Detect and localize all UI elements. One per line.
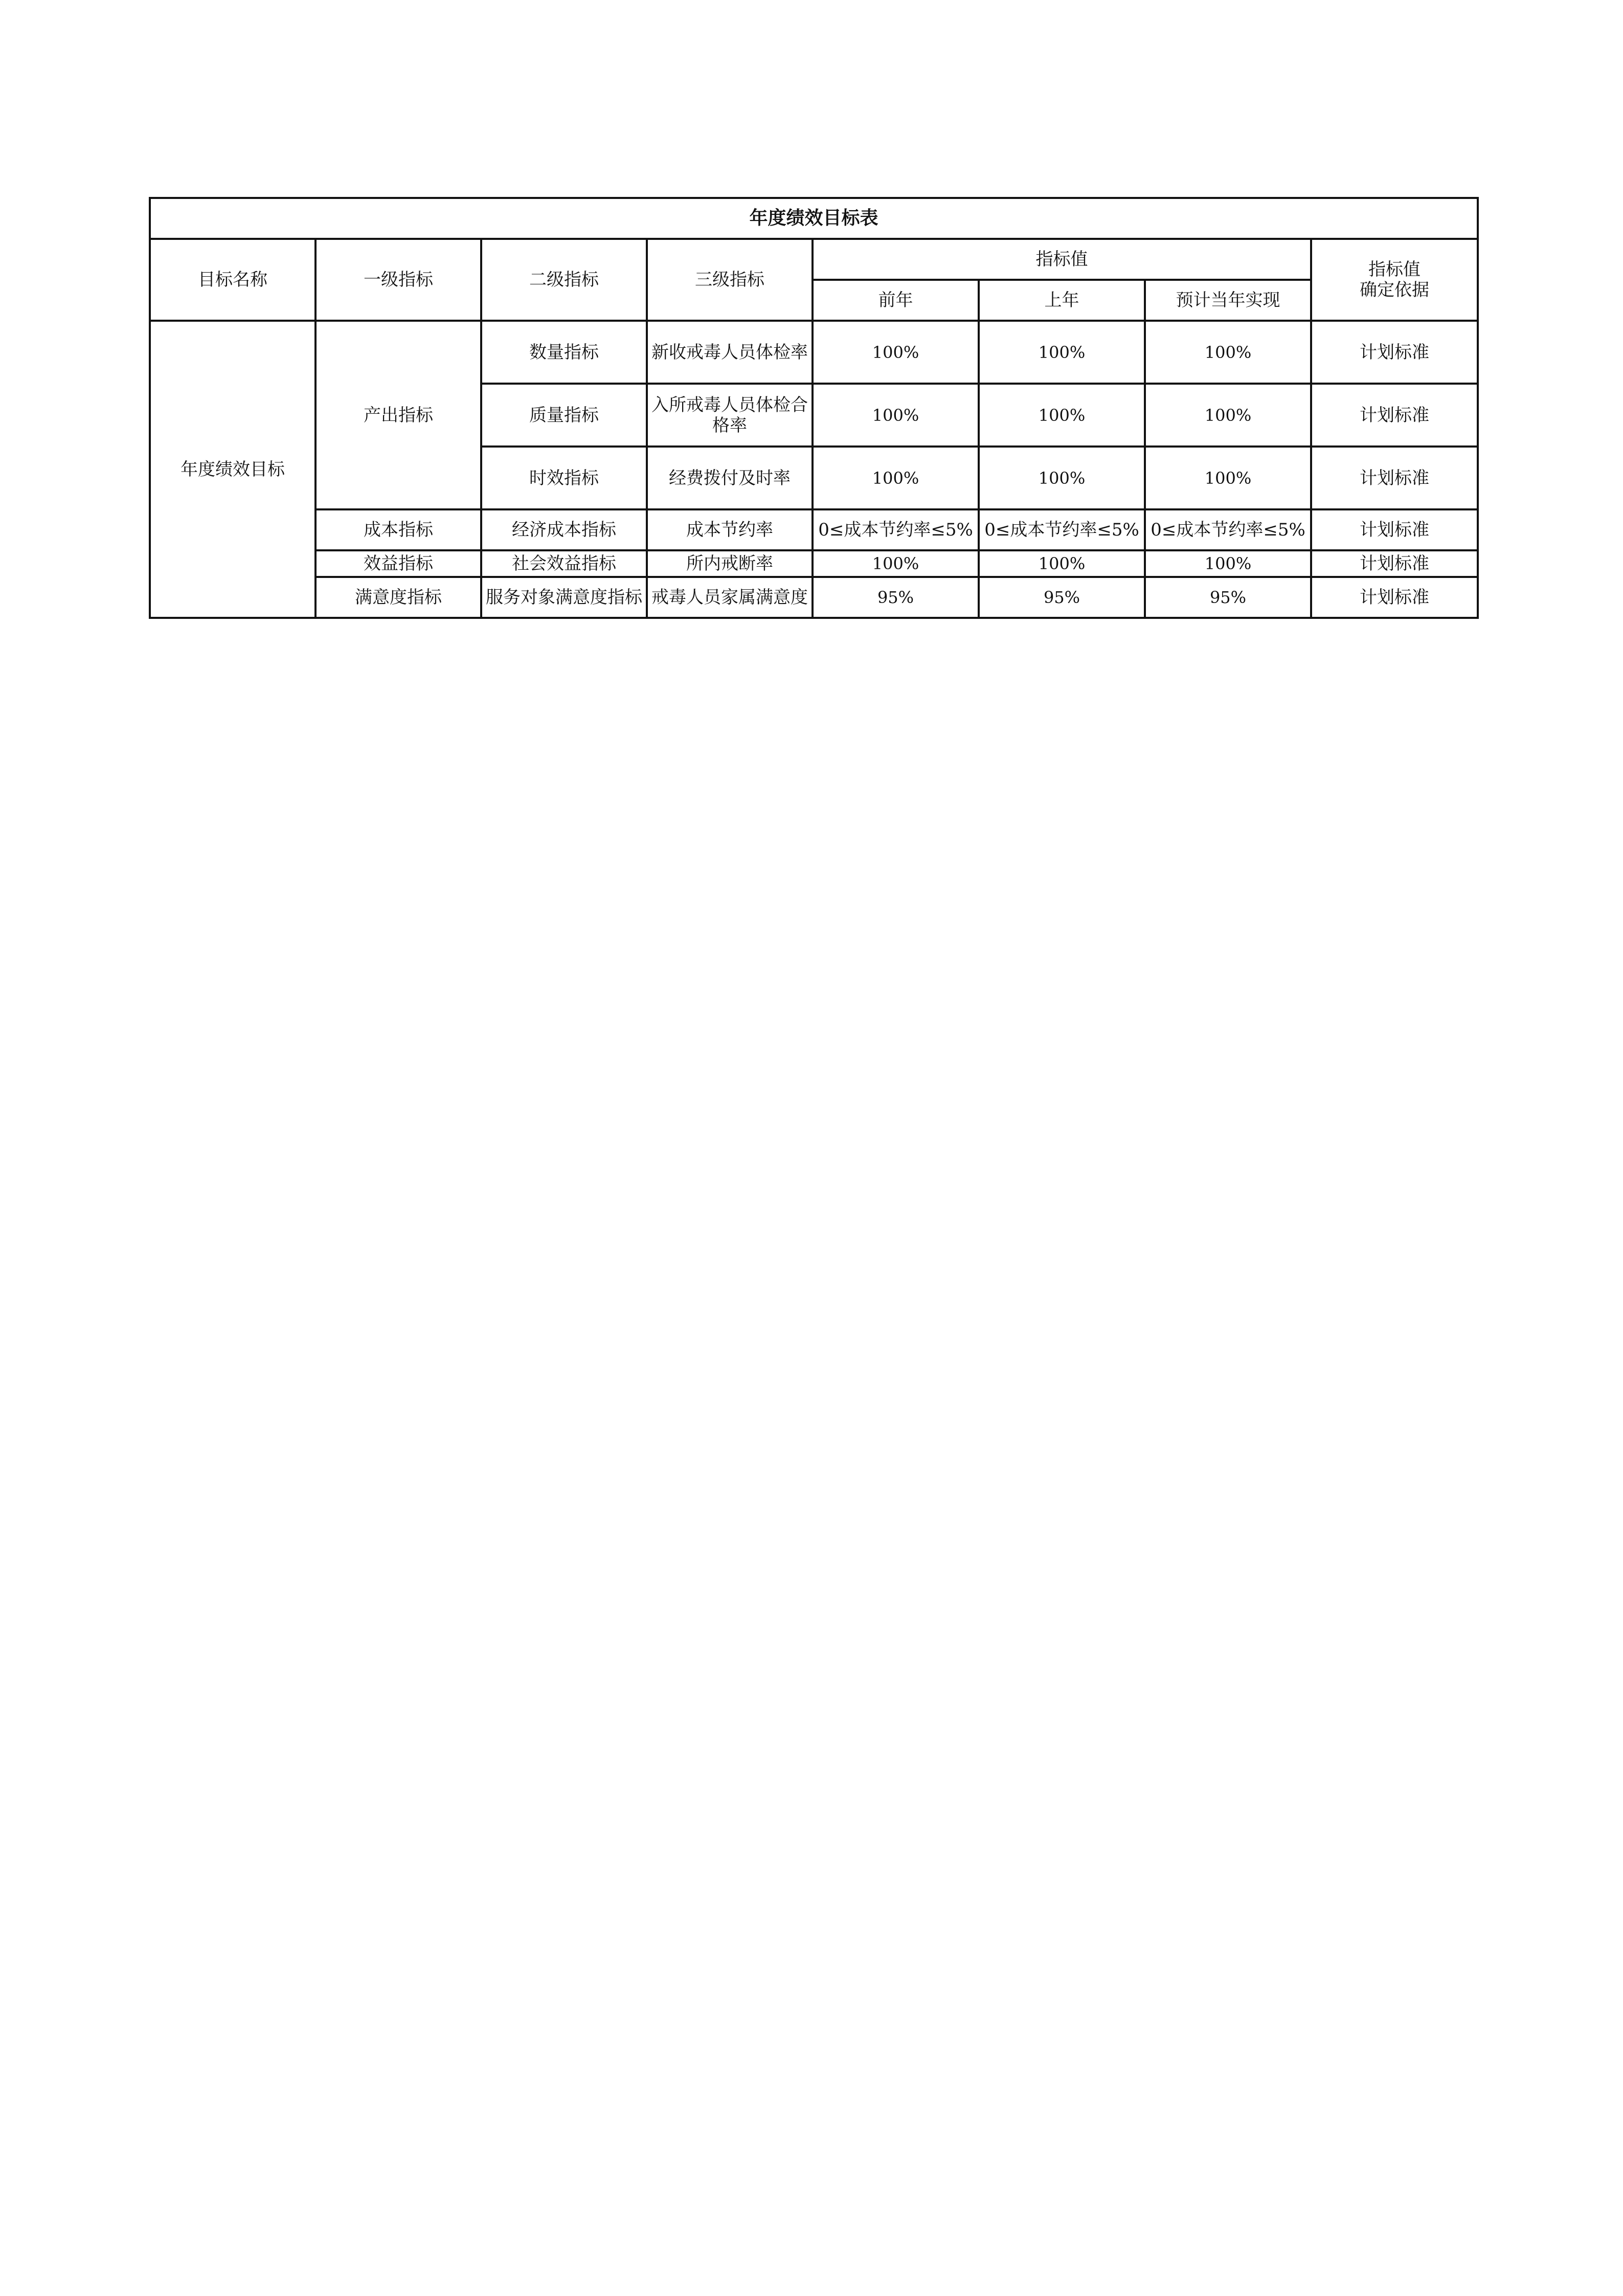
goal-name-cell: 年度绩效目标 <box>150 321 315 618</box>
level3-cell: 新收戒毒人员体检率 <box>647 321 813 384</box>
table-row <box>150 550 1478 577</box>
prev-year-cell: 0≤成本节约率≤5% <box>813 509 979 550</box>
header-basis: 指标值 确定依据 <box>1311 239 1478 321</box>
group-output: 产出指标 <box>315 321 481 509</box>
prev-year-cell: 100% <box>813 321 979 384</box>
last-year-cell: 100% <box>979 550 1145 577</box>
last-year-cell: 100% <box>979 447 1145 509</box>
header-prev-year: 前年 <box>813 280 979 321</box>
current-year-cell: 0≤成本节约率≤5% <box>1145 509 1311 550</box>
table-title: 年度绩效目标表 <box>150 198 1478 239</box>
header-last-year: 上年 <box>979 280 1145 321</box>
level2-cell: 时效指标 <box>481 447 647 509</box>
table-row <box>150 509 1478 550</box>
header-level1: 一级指标 <box>315 239 481 321</box>
table-row <box>150 577 1478 618</box>
header-goal-name: 目标名称 <box>150 239 315 321</box>
last-year-cell: 100% <box>979 384 1145 447</box>
current-year-cell: 100% <box>1145 384 1311 447</box>
level2-cell: 质量指标 <box>481 384 647 447</box>
level3-cell: 成本节约率 <box>647 509 813 550</box>
header-current-year: 预计当年实现 <box>1145 280 1311 321</box>
prev-year-cell: 100% <box>813 384 979 447</box>
basis-cell: 计划标准 <box>1311 447 1478 509</box>
header-level3: 三级指标 <box>647 239 813 321</box>
group-cost: 成本指标 <box>315 509 481 550</box>
last-year-cell: 0≤成本节约率≤5% <box>979 509 1145 550</box>
level3-cell: 经费拨付及时率 <box>647 447 813 509</box>
group-satisfaction: 满意度指标 <box>315 577 481 618</box>
level2-cell: 经济成本指标 <box>481 509 647 550</box>
last-year-cell: 100% <box>979 321 1145 384</box>
header-indicator-value: 指标值 <box>813 239 1311 280</box>
current-year-cell: 100% <box>1145 447 1311 509</box>
level3-cell: 戒毒人员家属满意度 <box>647 577 813 618</box>
current-year-cell: 100% <box>1145 550 1311 577</box>
prev-year-cell: 100% <box>813 550 979 577</box>
table-row <box>150 321 1478 384</box>
current-year-cell: 95% <box>1145 577 1311 618</box>
level3-cell: 入所戒毒人员体检合格率 <box>647 384 813 447</box>
basis-cell: 计划标准 <box>1311 577 1478 618</box>
performance-goal-table <box>149 197 1479 619</box>
basis-cell: 计划标准 <box>1311 509 1478 550</box>
group-benefit: 效益指标 <box>315 550 481 577</box>
basis-cell: 计划标准 <box>1311 384 1478 447</box>
header-level2: 二级指标 <box>481 239 647 321</box>
level2-cell: 数量指标 <box>481 321 647 384</box>
level2-cell: 社会效益指标 <box>481 550 647 577</box>
prev-year-cell: 100% <box>813 447 979 509</box>
current-year-cell: 100% <box>1145 321 1311 384</box>
prev-year-cell: 95% <box>813 577 979 618</box>
last-year-cell: 95% <box>979 577 1145 618</box>
basis-cell: 计划标准 <box>1311 550 1478 577</box>
level2-cell: 服务对象满意度指标 <box>481 577 647 618</box>
level3-cell: 所内戒断率 <box>647 550 813 577</box>
basis-cell: 计划标准 <box>1311 321 1478 384</box>
